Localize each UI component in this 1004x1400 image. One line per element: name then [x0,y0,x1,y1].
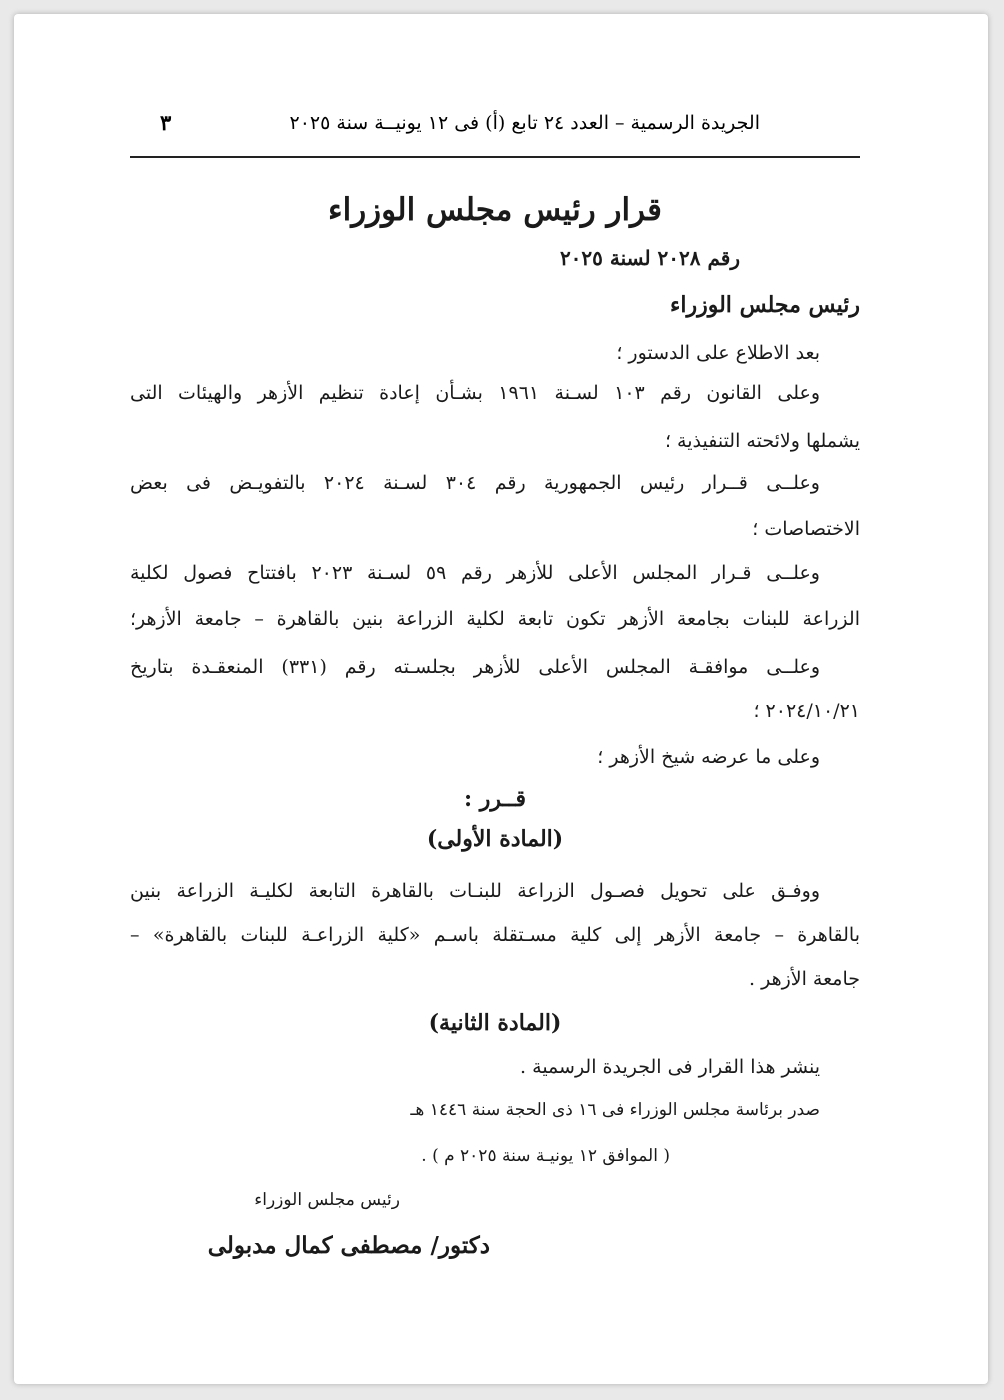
decree-title: قرار رئيس مجلس الوزراء [328,192,662,228]
signature-title: رئيس مجلس الوزراء [254,1190,400,1210]
signature-name: دكتور/ مصطفى كمال مدبولى [207,1232,490,1259]
preamble-line: الزراعة للبنات بجامعة الأزهر تكون تابعة لكلية الزراعة بنين بالقاهرة – جامعة الأزهر؛ [130,608,860,630]
preamble-line: الاختصاصات ؛ [752,518,860,540]
running-header [130,104,860,142]
issuance-line: ( الموافق ١٢ يونيـة سنة ٢٠٢٥ م ) . [421,1146,670,1166]
running-title: الجريدة الرسمية – العدد ٢٤ تابع (أ) فى ١٢ يونيــة سنة ٢٠٢٥ [289,112,760,134]
preamble-line: وعلــى موافقـة المجلس الأعلى للأزهر بجلسـته رقم (٣٣١) المنعقـدة بتاريخ [130,656,821,678]
header-rule [130,156,860,158]
article1-heading: (المادة الأولى) [426,826,564,852]
article1-line: بالقاهرة – جامعة الأزهر إلى كلية مسـتقلة باسـم «كلية الزراعـة للبنات بالقاهرة» – [130,924,860,946]
article1-line: ووفـق على تحويل فصـول الزراعة للبنـات بالقاهرة التابعة لكليـة الزراعة بنين [130,880,820,902]
decided-heading: قــرر : [464,786,526,812]
preamble-line: وعلــى قـرار المجلس الأعلى للأزهر رقم ٥٩ لسـنة ٢٠٢٣ بافتتاح فصول لكلية [130,562,820,584]
article1-line: جامعة الأزهر . [749,968,860,990]
page-number: ٣ [160,110,172,135]
issuance-line: صدر برئاسة مجلس الوزراء فى ١٦ ذى الحجة سنة ١٤٤٦ هـ [410,1100,820,1120]
preamble-line: وعلــى قــرار رئيس الجمهورية رقم ٣٠٤ لسـنة ٢٠٢٤ بالتفويـض فى بعض [130,472,820,494]
article2-heading: (المادة الثانية) [428,1010,562,1036]
preamble-line: يشملها ولائحته التنفيذية ؛ [664,430,860,452]
preamble-line: وعلى ما عرضه شيخ الأزهر ؛ [597,746,820,768]
decree-number: رقم ٢٠٢٨ لسنة ٢٠٢٥ [559,246,740,270]
preamble-line: وعلى القانون رقم ١٠٣ لسـنة ١٩٦١ بشـأن إعادة تنظيم الأزهر والهيئات التى [130,382,820,404]
preamble-line: بعد الاطلاع على الدستور ؛ [616,342,820,364]
article2-line: ينشر هذا القرار فى الجريدة الرسمية . [520,1056,820,1078]
issuer-heading: رئيس مجلس الوزراء [670,292,860,318]
preamble-line: ٢٠٢٤/١٠/٢١ ؛ [753,700,860,722]
